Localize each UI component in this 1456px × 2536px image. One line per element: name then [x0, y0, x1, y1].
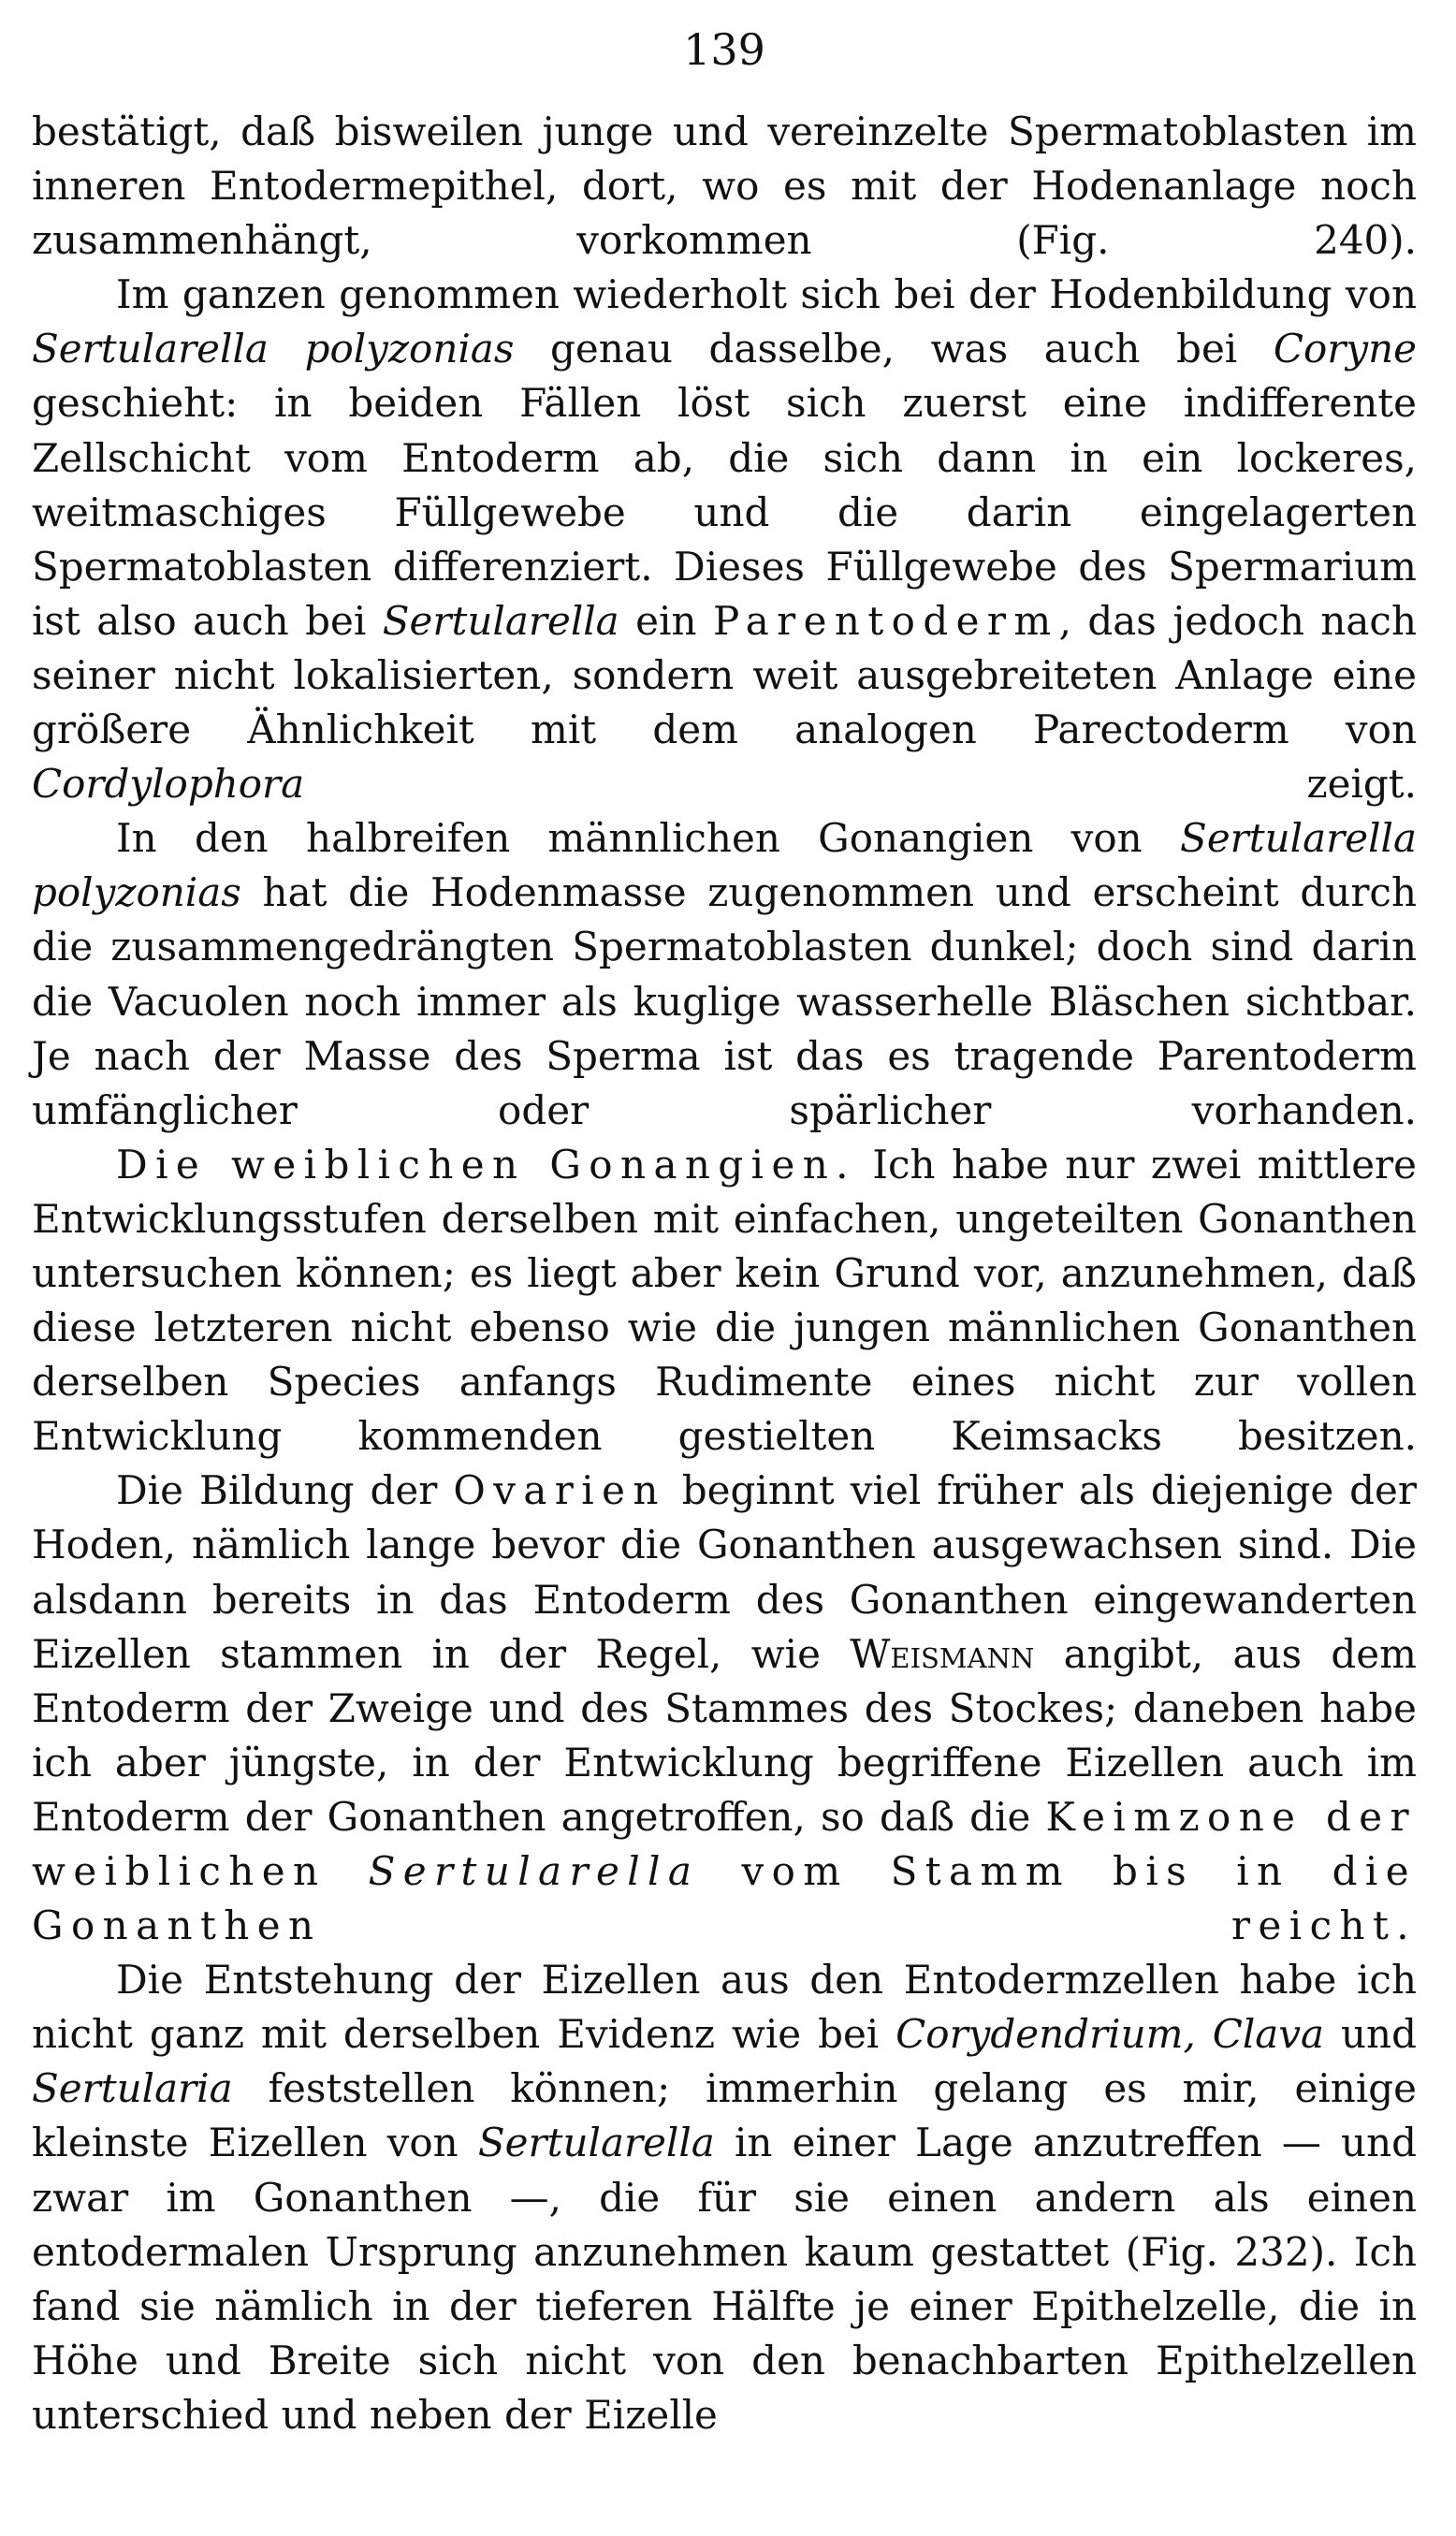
author-name: Weismann [850, 1630, 1035, 1677]
italic-term: Sertularella polyzonias [32, 815, 1417, 916]
italic-term: Sertularia [32, 2065, 233, 2112]
spaced-term: Ovarien [453, 1467, 666, 1514]
paragraph: In den halbreifen männlichen Gonangien von Sertularella polyzonias hat die Hodenmasse zugenommen und erscheint durch die zusammengedrängten Spermatoblasten dunkel; doch sind darin die Vacuolen noch immer als kuglige wasserhelle Bläschen sichtbar. Je nach der Masse des Sperma ist das es tragende Parentoderm umfänglicher oder spärlicher vorhanden. [32, 815, 1417, 1133]
italic-term: Corydendrium, Clava [895, 2011, 1325, 2058]
italic-term: Sertularella [382, 597, 619, 644]
paragraph: bestätigt, daß bisweilen junge und vereinzelte Spermatoblasten im inneren Entodermepithel, dort, wo es mit der Hodenanlage noch zusammenhängt, vorkommen (Fig. 240). [32, 109, 1417, 264]
italic-term: Sertularella polyzonias [32, 326, 515, 372]
spaced-term: Sertularella [368, 1848, 700, 1894]
paragraph: Die Bildung der Ovarien beginnt viel früher als diejenige der Hoden, nämlich lange bevor die Gonanthen ausgewachsen sind. Die alsdann bereits in das Entoderm des Gonanthen eingewanderten Eizellen stammen in der Regel, wie Weismann angibt, aus dem Entoderm der Zweige und des Stammes des Stockes; daneben habe ich aber jüngste, in der Entwicklung begriffene Eizellen auch im Entoderm der Gonanthen angetroffen, so daß die Keimzone der weiblichen Sertularella vom Stamm bis in die Gonanthen reicht. [32, 1467, 1418, 1949]
spaced-term: Keimzone der weiblichen [32, 1793, 1418, 1894]
spaced-term: Die weiblichen Gonangien. [116, 1141, 856, 1188]
spaced-term: vom Stamm bis in die Gonanthen reicht. [32, 1848, 1417, 1949]
paragraph: Im ganzen genommen wiederholt sich bei der Hodenbildung von Sertularella polyzonias genau dasselbe, was auch bei Coryne geschieht: in beiden Fällen löst sich zuerst eine indifferente Zellschicht vom Entoderm ab, die sich dann in ein lockeres, weitmaschiges Füllgewebe und die darin eingelagerten Spermatoblasten differenziert. Dieses Füllgewebe des Spermarium ist also auch bei Sertularella ein Parentoderm, das jedoch nach seiner nicht lokalisierten, sondern weit ausgebreiteten Anlage eine größere Ähnlichkeit mit dem analogen Parectoderm von Cordylophora zeigt. [32, 271, 1417, 808]
body-text [32, 105, 1417, 2442]
page-number: 139 [683, 24, 765, 75]
paragraph: Die Entstehung der Eizellen aus den Entodermzellen habe ich nicht ganz mit derselben Evidenz wie bei Corydendrium, Clava und Sertularia feststellen können; immerhin gelang es mir, einige kleinste Eizellen von Sertularella in einer Lage anzutreffen — und zwar im Gonanthen —, die für sie einen andern als einen entodermalen Ursprung anzunehmen kaum gestattet (Fig. 232). Ich fand sie nämlich in der tieferen Hälfte je einer Epithelzelle, die in Höhe und Breite sich nicht von den benachbarten Epithelzellen unterschied und neben der Eizelle [32, 1957, 1418, 2438]
italic-term: Coryne [1273, 326, 1417, 372]
italic-term: Sertularella [477, 2120, 715, 2166]
paragraph: Die weiblichen Gonangien. Ich habe nur zwei mittlere Entwicklungsstufen derselben mit einfachen, ungeteilten Gonanthen untersuchen können; es liegt aber kein Grund vor, anzunehmen, daß diese letzteren nicht ebenso wie die jungen männlichen Gonanthen derselben Species anfangs Rudimente eines nicht zur vollen Entwicklung kommenden gestielten Keimsacks besitzen. [32, 1141, 1417, 1460]
spaced-term: Parentoderm [712, 597, 1059, 644]
italic-term: Cordylophora [32, 761, 305, 808]
